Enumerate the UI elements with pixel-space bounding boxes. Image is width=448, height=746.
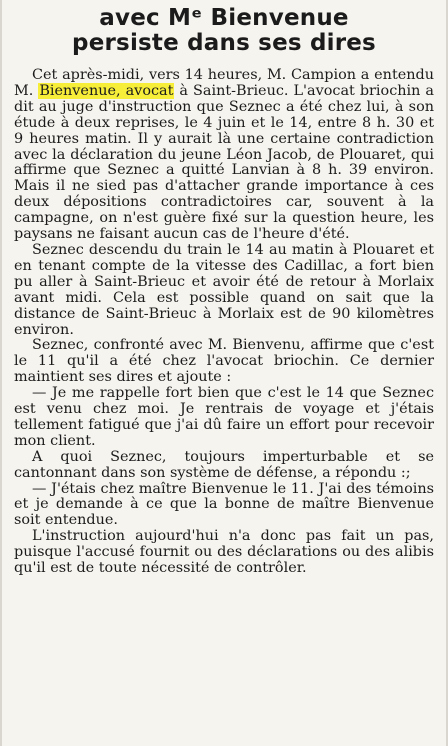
headline-line-2: persiste dans ses dires [72, 30, 376, 56]
paragraph-2: Seznec descendu du train le 14 au matin à Plouaret et en tenant compte de la vitesse des Cadillac, a fort bien pu aller à Saint-Brieuc et avoir été de retour à Morlaix avant midi. Cela est possible quand on sait que la distance de Saint-Brieuc à Morlaix est de 90 kilomètres environ. [14, 241, 434, 338]
paragraph-4: — Je me rappelle fort bien que c'est le 14 que Seznec est venu chez moi. Je rentrais de voyage et j'étais tellement fatigué que j'ai dû faire un effort pour recevoir mon client. [14, 385, 434, 449]
paragraph-5: A quoi Seznec, toujours imperturbable et se cantonnant dans son système de défense, a répondu :; [14, 448, 434, 481]
paragraph-1-start: Cet après-midi, vers 14 heures, M. Campion a entendu M. [14, 67, 434, 99]
highlighted-text: Bienvenue, avocat [39, 82, 174, 99]
article-body [14, 68, 434, 577]
headline [14, 6, 434, 56]
paragraph-7: L'instruction aujourd'hui n'a donc pas fait un pas, puisque l'accusé fournit ou des déclarations ou des alibis qu'il est de toute nécessité de contrôler. [14, 528, 434, 577]
headline-line-1: avec Mᵉ Bienvenue [99, 5, 349, 31]
paragraph-1-end: à Saint-Brieuc. L'avocat briochin a dit au juge d'instruction que Seznec a été chez lui, à son étude à deux reprises, le 4 juin et le 14, entre 8 h. 30 et 9 heures matin. Il y aurait là une certaine contradiction avec la déclaration du jeune Léon Jacob, de Plouaret, qui affirme que Seznec a quitté Lanvian à 8 h. 39 environ. Mais il ne sied pas d'attacher grande importance à ces deux dépositions contradictoires car, souvent à la campagne, on n'est guère fixé sur la question heure, les paysans ne faisant aucun cas de l'heure d'été. [14, 82, 434, 243]
paragraph-3: Seznec, confronté avec M. Bienvenu, affirme que c'est le 11 qu'il a été chez l'avocat briochin. Ce dernier maintient ses dires et ajoute : [14, 337, 434, 386]
paragraph-1 [14, 68, 434, 243]
paragraph-6: — J'étais chez maître Bienvenue le 11. J'ai des témoins et je demande à ce que la bonne de maître Bienvenue soit entendue. [14, 480, 434, 529]
